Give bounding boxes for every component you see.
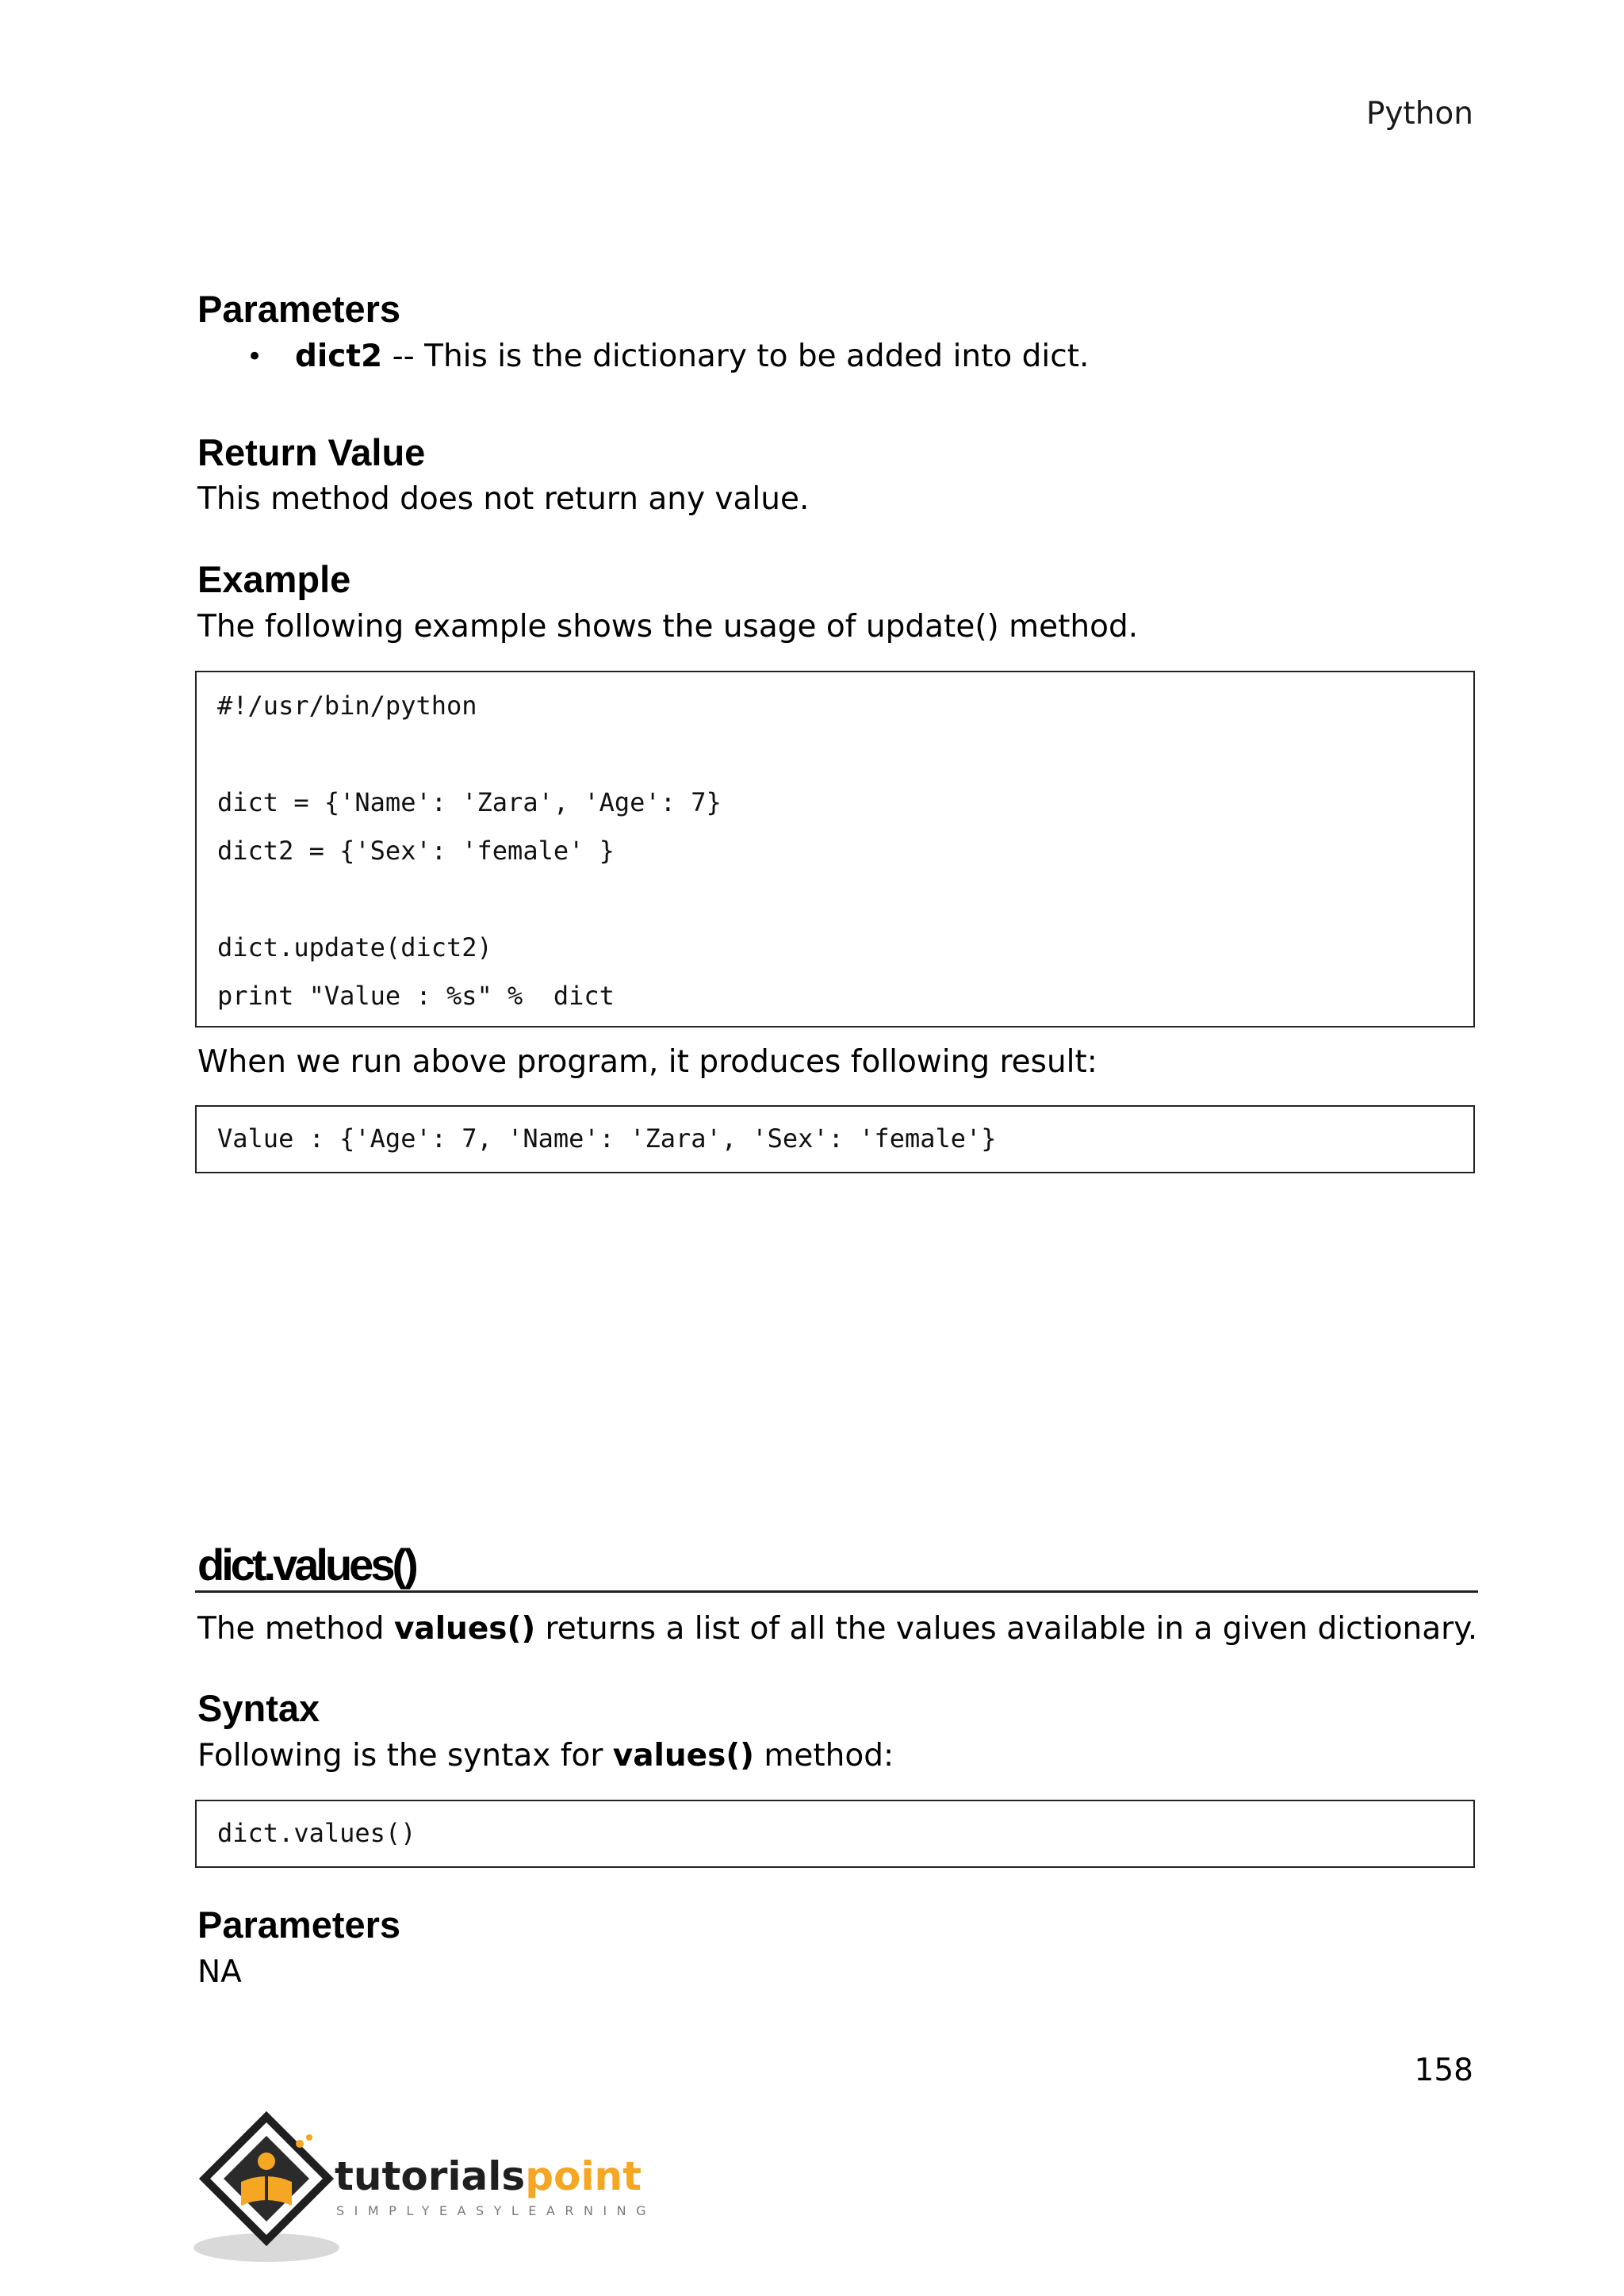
syntax-heading: Syntax — [197, 1687, 320, 1729]
parameters-heading-values: Parameters — [197, 1904, 401, 1946]
output-line: Value : {'Age': 7, 'Name': 'Zara', 'Sex': 'female'} — [217, 1123, 997, 1154]
example-heading: Example — [197, 558, 351, 600]
section-divider — [195, 1590, 1478, 1593]
example-intro: The following example shows the usage of update() method. — [197, 609, 1139, 645]
tutorialspoint-logo — [193, 2109, 685, 2267]
page-number: 158 — [1414, 2053, 1473, 2088]
bullet-icon: • — [247, 341, 263, 373]
code-line: print "Value : %s" % dict — [217, 981, 615, 1011]
reader-head-icon — [258, 2152, 275, 2170]
logo-wordmark-accent: point — [525, 2153, 642, 2199]
return-value-text: This method does not return any value. — [197, 481, 810, 517]
result-output-block — [195, 1105, 1475, 1173]
syntax-intro: Following is the syntax for values() method: — [197, 1738, 894, 1774]
return-value-heading: Return Value — [197, 431, 426, 473]
logo-tagline: SIMPLYEASYLEARNING — [336, 2203, 657, 2218]
result-intro: When we run above program, it produces following result: — [197, 1044, 1097, 1080]
svg-text:tutorialspoint — [335, 2153, 642, 2199]
running-header: Python — [1365, 96, 1473, 132]
parameter-description: -- This is the dictionary to be added into dict. — [382, 339, 1090, 374]
code-line: dict.update(dict2) — [217, 932, 492, 962]
example-code-block — [195, 671, 1475, 1027]
code-line: dict.values() — [217, 1818, 416, 1848]
code-line: dict = {'Name': 'Zara', 'Age': 7} — [217, 787, 722, 817]
section-title: dict.values() — [197, 1540, 416, 1590]
method-name: values() — [393, 1611, 536, 1647]
parameters-heading: Parameters — [197, 288, 401, 330]
syntax-code-block — [195, 1800, 1475, 1868]
code-line: #!/usr/bin/python — [217, 691, 477, 721]
parameters-text: NA — [197, 1954, 242, 1990]
values-description: The method values() returns a list of all the values available in a given dictionary. — [197, 1611, 1478, 1647]
parameter-name: dict2 — [295, 339, 383, 374]
code-line: dict2 = {'Sex': 'female' } — [217, 836, 615, 866]
logo-wordmark-main: tutorials — [335, 2153, 526, 2199]
method-name: values() — [612, 1738, 754, 1774]
